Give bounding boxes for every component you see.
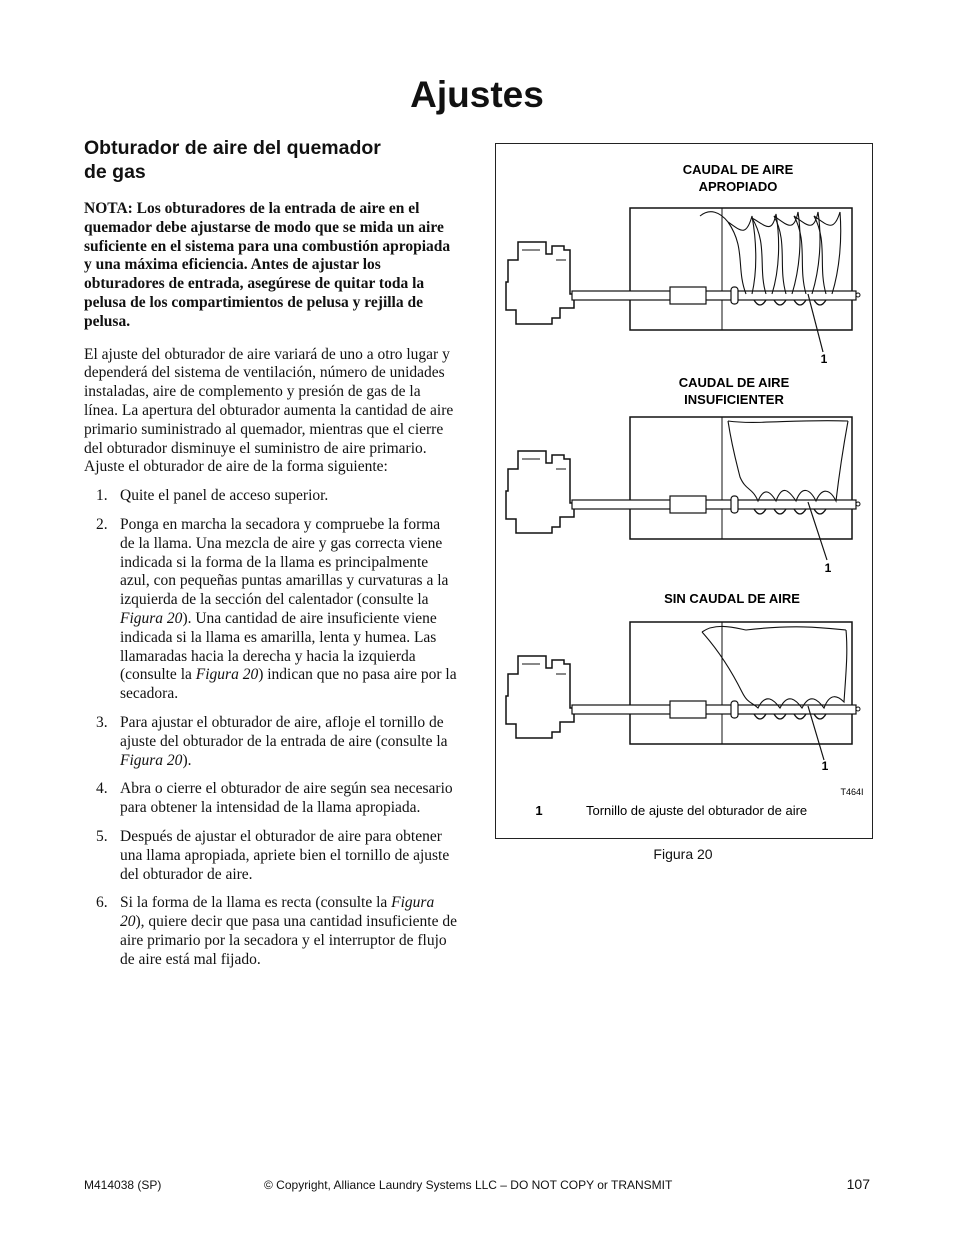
figure-reference: Figura 20 (120, 751, 183, 769)
note-paragraph: NOTA: Los obturadores de la entrada de aire en el quemador debe ajustarse de modo que se mida un aire suficiente en el sistema para una combustión apropiada y una máxima eficiencia. Antes de ajustar los obturadores de entrada, asegúrese de quitar toda la pelusa de los compartimientos de pelusa y rejilla de pelusa. (84, 200, 451, 330)
step-text: Ponga en marcha la secadora y compruebe la forma de la llama. Una mezcla de aire y gas correcta viene indicada si la forma de la llama es principalmente azul, con pequeñas puntas amarillas y curvaturas a la izquierda de la sección del calentador (consulte la (120, 515, 449, 609)
list-item (84, 516, 458, 704)
step-number: 1. (96, 487, 108, 505)
step-text: Después de ajustar el obturador de aire para obtener una llama apropiada, apriete bien el tornillo de ajuste del obturador de aire. (120, 827, 450, 883)
legend-number: 1 (535, 803, 543, 818)
figure-20 (495, 143, 873, 839)
page-number: 107 (846, 1176, 870, 1192)
step-text: ). (182, 751, 192, 769)
list-item (84, 487, 458, 506)
main-column (84, 136, 458, 979)
step-text: Quite el panel de acceso superior. (120, 487, 329, 505)
step-number: 5. (96, 827, 108, 845)
step-text: Si la forma de la llama es recta (consulte la (120, 894, 392, 912)
list-item (84, 828, 458, 884)
section-heading-line2: de gas (84, 161, 146, 183)
panel1-label-line1: CAUDAL DE AIRE (682, 162, 794, 177)
list-item (84, 894, 458, 969)
burner-assembly-proper (506, 208, 860, 330)
page-title: Ajustes (410, 74, 544, 115)
step-number: 3. (96, 713, 108, 731)
figure-reference: Figura 20 (120, 894, 435, 931)
step-text: ) indican que no pasa aire por la secadora. (120, 666, 457, 703)
step-text: Para ajustar el obturador de aire, afloje el tornillo de ajuste del obturador de la entrada de aire (consulte la (120, 713, 448, 750)
footer-copyright: © Copyright, Alliance Laundry Systems LLC – DO NOT COPY or TRANSMIT (264, 1178, 673, 1192)
section-heading (84, 136, 458, 184)
panel1-label-line2: APROPIADO (698, 179, 778, 194)
burner-assembly-no-air (506, 622, 860, 744)
step-text: ), quiere decir que pasa una cantidad insuficiente de aire primario por la secadora y el interruptor de flujo de aire está mal fijado. (120, 913, 457, 968)
figure-reference: Figura 20 (195, 666, 259, 684)
list-item (84, 780, 458, 818)
step-text: ). Una cantidad de aire insuficiente viene indicada si la llama es amarilla, lenta y humea. Las llamaradas hacia la derecha y hacia la izquierda (consulte la (120, 609, 437, 684)
legend-text: Tornillo de ajuste del obturador de aire (586, 803, 808, 818)
burner-diagram (496, 144, 872, 838)
callout-number: 1 (824, 561, 832, 575)
list-item (84, 714, 458, 770)
section-heading-line1: Obturador de aire del quemador (84, 137, 381, 159)
steps-list (84, 487, 458, 969)
step-number: 6. (96, 894, 108, 912)
figure-reference: Figura 20 (120, 609, 183, 627)
panel3-label: SIN CAUDAL DE AIRE (664, 591, 800, 606)
figure-caption: Figura 20 (653, 846, 713, 862)
burner-assembly-insufficient (506, 417, 860, 539)
step-text: Abra o cierre el obturador de aire según sea necesario para obtener la intensidad de la llama apropiada. (120, 780, 453, 817)
step-number: 2. (96, 515, 108, 533)
callout-number: 1 (821, 759, 829, 773)
figure-code: T464I (840, 787, 864, 797)
panel2-label-line1: CAUDAL DE AIRE (678, 375, 790, 390)
intro-paragraph: El ajuste del obturador de aire variará de uno a otro lugar y dependerá del sistema de ventilación, número de unidades instaladas, aire de complemento y presión de gas de la línea. La apertura del obturador aumenta la cantidad de aire primario suministrado al quemador, mientras que el cierre del obturador disminuye el suministro de aire primario. Ajuste el obturador de aire de la forma siguiente: (84, 345, 454, 476)
callout-number: 1 (820, 352, 828, 366)
step-number: 4. (96, 780, 108, 798)
panel2-label-line2: INSUFICIENTER (684, 392, 784, 407)
footer-doc-id: M414038 (SP) (84, 1178, 162, 1192)
